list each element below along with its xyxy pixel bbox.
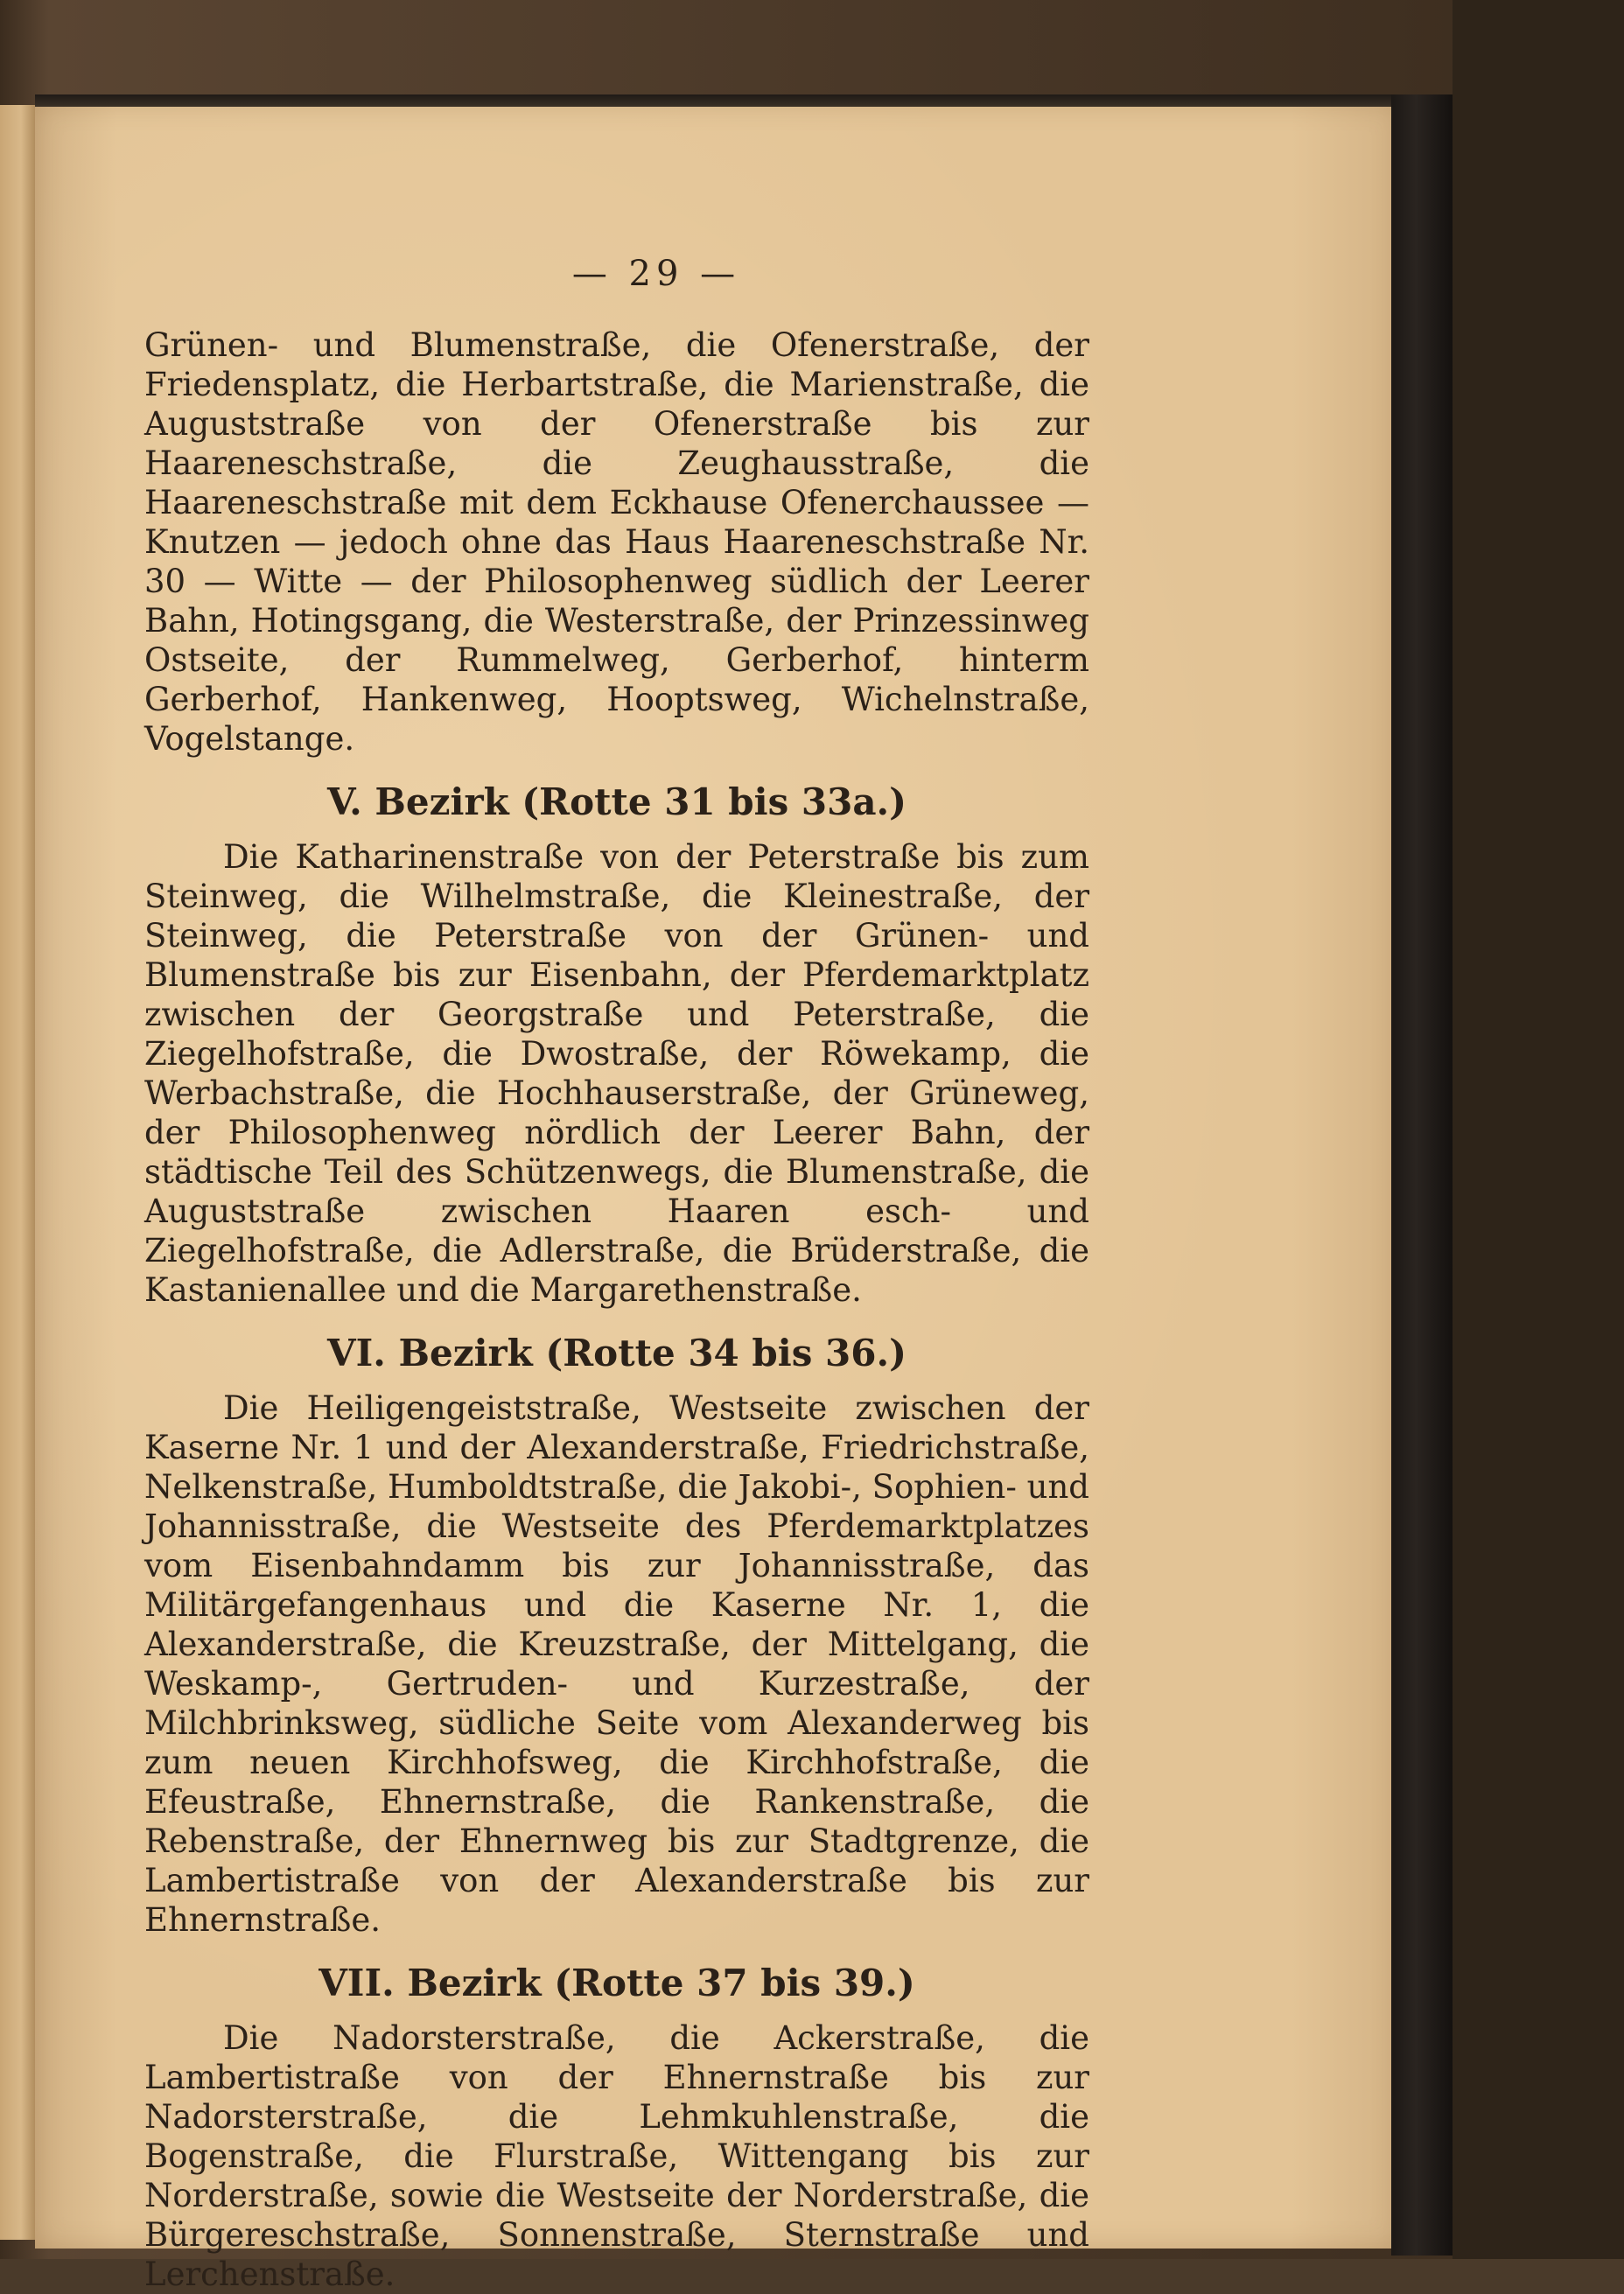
section-0-paragraph: Grünen- und Blumenstraße, die Ofenerstraße, der Friedensplatz, die Herbartstraße, die Marienstraße, die Auguststraße von der Ofenerstraße bis zur Haareneschstraße, die Zeughausstraße, die Haareneschstraße mit dem Eckhause Ofenerchaussee — Knutzen — jedoch ohne das Haus Haareneschstraße Nr. 30 — Witte — der Philosophenweg südlich der Leerer Bahn, Hotingsgang, die Westerstraße, der Prinzessinweg Ostseite, der Rummelweg, Gerberhof, hinterm Gerberhof, Hankenweg, Hooptsweg, Wichelnstraße, Vogelstange. <box>144 326 1089 758</box>
facing-page-edge <box>0 105 35 2240</box>
section-1-paragraph: Die Katharinenstraße von der Peterstraße bis zum Steinweg, die Wilhelmstraße, die Kleinestraße, der Steinweg, die Peterstraße von der Grünen- und Blumenstraße bis zur Eisenbahn, der Pferdemarktplatz zwischen der Georgstraße und Peterstraße, die Ziegelhofstraße, die Dwostraße, der Röwekamp, die Werbachstraße, die Hochhauserstraße, der Grüneweg, der Philosophenweg nördlich der Leerer Bahn, der städtische Teil des Schützenwegs, die Blumenstraße, die Auguststraße zwischen Haaren esch- und Ziegelhofstraße, die Adlerstraße, die Brüderstraße, die Kastanienallee und die Margarethenstraße. <box>144 838 1089 1309</box>
section-3-paragraph: Die Nadorsterstraße, die Ackerstraße, die Lambertistraße von der Ehnernstraße bis zur Nadorsterstraße, die Lehmkuhlenstraße, die Bogenstraße, die Flurstraße, Wittengang bis zur Norderstraße, sowie die Westseite der Norderstraße, die Bürgereschstraße, Sonnenstraße, Sternstraße und Lerchenstraße. <box>144 2019 1089 2293</box>
section-2-paragraph: Die Heiligengeiststraße, Westseite zwischen der Kaserne Nr. 1 und der Alexanderstraße, Friedrichstraße, Nelkenstraße, Humboldtstraße, die Jakobi-, Sophien- und Johannisstraße, die Westseite des Pferdemarktplatzes vom Eisenbahndamm bis zur Johannisstraße, das Militärgefangenhaus und die Kaserne Nr. 1, die Alexanderstraße, die Kreuzstraße, der Mittelgang, die Weskamp-, Gertruden- und Kurzestraße, der Milchbrinksweg, südliche Seite vom Alexanderweg bis zum neuen Kirchhofsweg, die Kirchhofstraße, die Efeustraße, Ehnernstraße, die Rankenstraße, die Rebenstraße, der Ehnernweg bis zur Stadtgrenze, die Lambertistraße von der Alexanderstraße bis zur Ehnernstraße. <box>144 1389 1089 1939</box>
background-surface <box>1452 0 1624 2259</box>
book-cover-edge <box>1391 94 1452 2256</box>
page-text <box>144 325 1089 2294</box>
section-1-heading: V. Bezirk (Rotte 31 bis 33a.) <box>326 780 907 823</box>
section-3-heading: VII. Bezirk (Rotte 37 bis 39.) <box>318 1962 915 2004</box>
page-number: — 29 — <box>571 254 741 294</box>
page-top-edge <box>35 94 1452 107</box>
section-2-heading: VI. Bezirk (Rotte 34 bis 36.) <box>327 1332 906 1374</box>
